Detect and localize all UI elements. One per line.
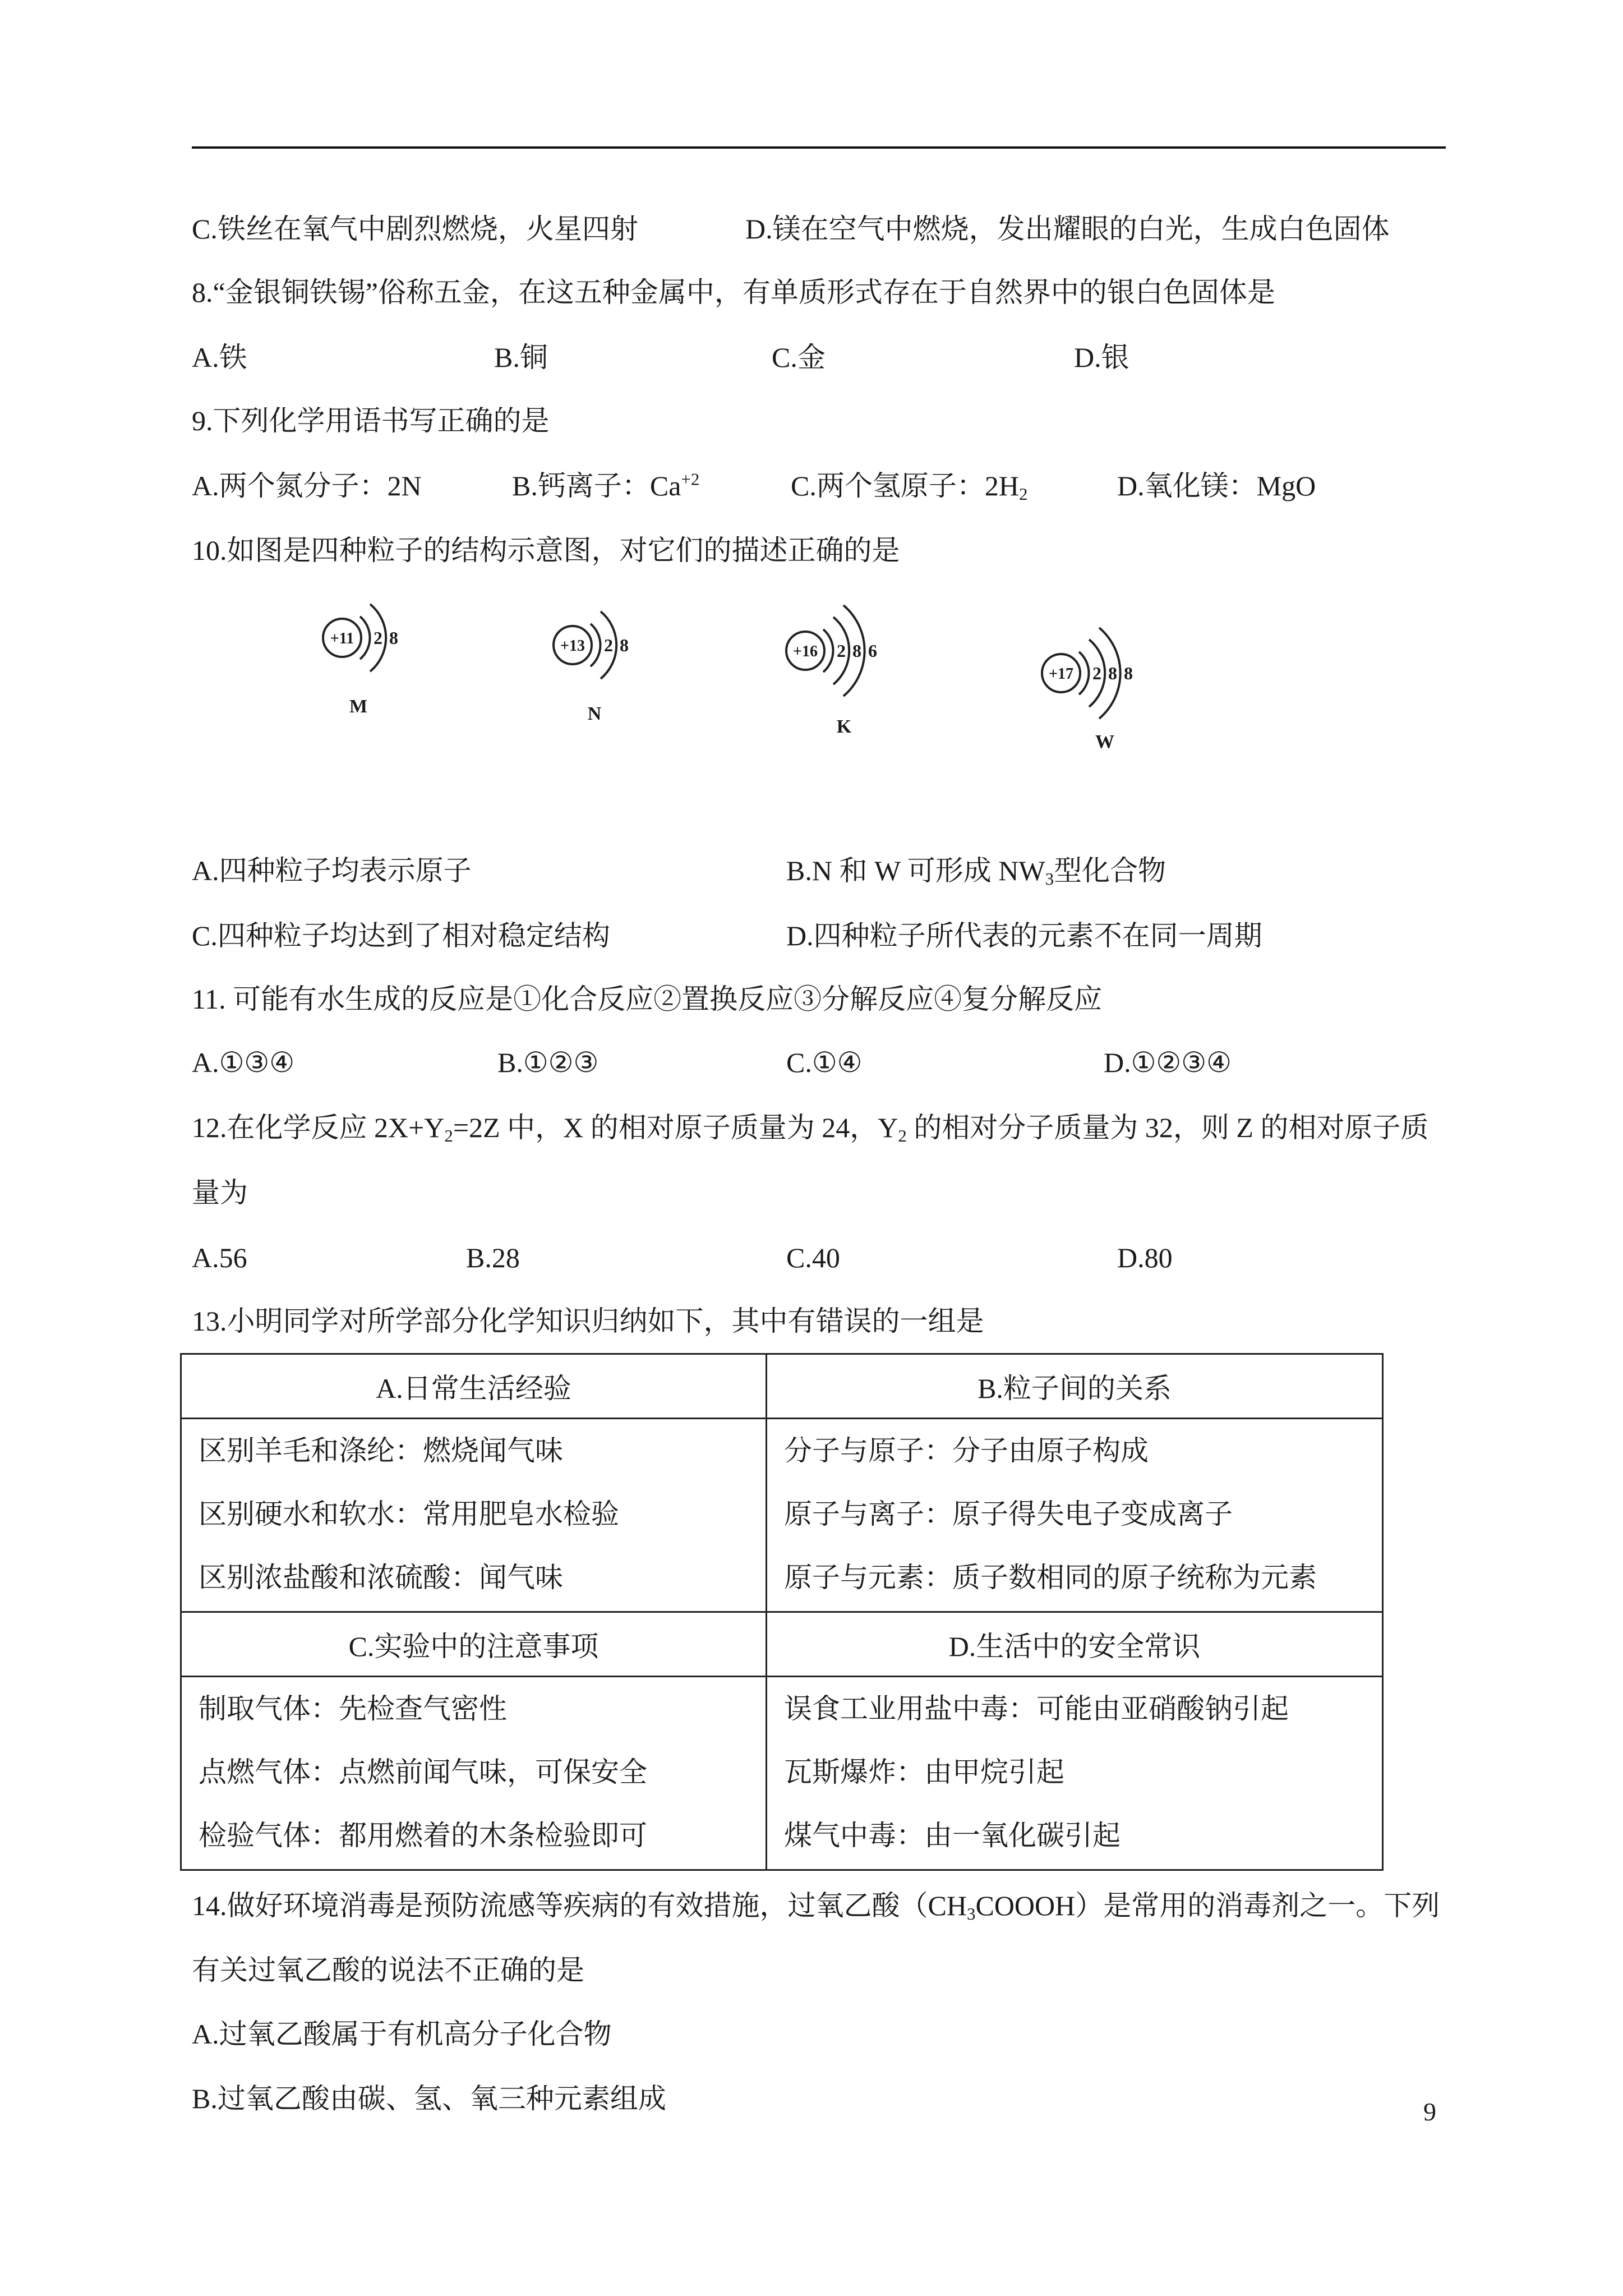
q9-option-d-text: D.氧化镁：MgO (1117, 470, 1316, 501)
particle-k-shell-3-electrons: 6 (868, 641, 877, 661)
q14-stem (192, 1873, 1440, 1938)
particle-w-shell-2-electrons: 8 (1108, 663, 1117, 683)
q10-option-b (786, 838, 1166, 903)
particle-k-charge: +16 (793, 643, 818, 660)
table-item: 区别羊毛和涤纶：燃烧闻气味 (199, 1435, 563, 1466)
q9-option-b (512, 453, 699, 518)
q8-option-a: A.铁 (192, 342, 247, 373)
q14-stem-subscript: 3 (966, 1903, 976, 1924)
particle-k-label: K (836, 716, 852, 737)
q9-option-c-text: C.两个氢原子：2H (791, 470, 1019, 501)
particle-w-label: W (1095, 731, 1114, 752)
table-item: 煤气中毒：由一氧化碳引起 (784, 1820, 1121, 1851)
q11-option-c: C.①④ (786, 1047, 863, 1078)
q14-option-a: A.过氧乙酸属于有机高分子化合物 (192, 2018, 612, 2050)
q11-stem: 11. 可能有水生成的反应是①化合反应②置换反应③分解反应④复分解反应 (192, 983, 1103, 1015)
q12-option-d: D.80 (1117, 1242, 1173, 1273)
table-heading-d: D.生活中的安全常识 (767, 1612, 1383, 1677)
table-cell-a (181, 1419, 767, 1612)
q14-option-b: B.过氧乙酸由碳、氢、氧三种元素组成 (192, 2083, 666, 2114)
particle-k-shell-2-electrons: 8 (852, 641, 861, 661)
q7-option-c: C.铁丝在氧气中剧烈燃烧，火星四射 (192, 213, 638, 245)
table-header-row (181, 1354, 1383, 1419)
table-item: 原子与元素：质子数相同的原子统称为元素 (784, 1562, 1317, 1593)
q10-option-a (192, 838, 472, 903)
q10-option-a-text: A.四种粒子均表示原子 (192, 855, 472, 886)
particle-m-charge: +11 (330, 630, 354, 647)
particle-n-shell-1-electrons: 2 (604, 635, 613, 655)
table-heading-a: A.日常生活经验 (181, 1354, 767, 1419)
page-number: 9 (1423, 2097, 1436, 2126)
table-row (181, 1677, 1383, 1870)
table-item: 分子与原子：分子由原子构成 (784, 1435, 1149, 1466)
particle-n-label: N (587, 703, 602, 724)
q9-option-c (791, 453, 1027, 518)
particle-w-charge: +17 (1049, 665, 1073, 683)
q8-option-d: D.银 (1074, 342, 1129, 373)
q11-option-d: D.①②③④ (1104, 1047, 1232, 1078)
q9-option-a (192, 453, 422, 518)
table-cell-b (767, 1419, 1383, 1612)
table-item: 点燃气体：点燃前闻气味，可保安全 (199, 1756, 647, 1788)
q13-stem: 13.小明同学对所学部分化学知识归纳如下，其中有错误的一组是 (192, 1305, 984, 1337)
q12-stem-part-3: 的相对分子质量为 32，则 Z 的相对原子质 (906, 1112, 1429, 1143)
q10-option-c-text: C.四种粒子均达到了相对稳定结构 (192, 920, 610, 951)
q12-stem (192, 1095, 1428, 1160)
table-item: 误食工业用盐中毒：可能由亚硝酸钠引起 (784, 1693, 1289, 1724)
particle-structure-diagrams (303, 583, 1178, 769)
q12-option-a: A.56 (192, 1242, 247, 1273)
particle-n-charge: +13 (560, 637, 585, 655)
table-cell-c (181, 1677, 767, 1870)
table-item: 区别浓盐酸和浓硫酸：闻气味 (199, 1562, 563, 1593)
q9-option-b-superscript: +2 (681, 469, 700, 489)
particle-m-shell-2-electrons: 8 (389, 628, 398, 648)
particle-k-shell-1-electrons: 2 (837, 641, 846, 661)
q10-option-b-subscript: 3 (1045, 868, 1054, 889)
particle-n-diagram (554, 611, 629, 724)
particle-n-shell-2-electrons: 8 (620, 635, 629, 655)
table-heading-c: C.实验中的注意事项 (181, 1612, 767, 1677)
particle-w-diagram (1042, 628, 1133, 752)
table-header-row (181, 1612, 1383, 1677)
q10-option-c (192, 903, 610, 968)
q9-stem: 9.下列化学用语书写正确的是 (192, 405, 550, 436)
q12-option-b: B.28 (466, 1242, 520, 1273)
q12-stem-subscript-1: 2 (444, 1125, 453, 1145)
q9-option-b-text: B.钙离子：Ca (512, 470, 681, 501)
particle-k-diagram (786, 605, 877, 737)
q11-option-b: B.①②③ (497, 1047, 599, 1078)
q14-stem-part-1: 14.做好环境消毒是预防流感等疾病的有效措施，过氧乙酸（CH (192, 1890, 967, 1921)
q12-option-c: C.40 (786, 1242, 840, 1273)
table-cell-d (767, 1677, 1383, 1870)
particle-m-shell-1-electrons: 2 (374, 628, 382, 648)
table-item: 制取气体：先检查气密性 (199, 1693, 507, 1724)
q12-stem-subscript-2: 2 (898, 1125, 907, 1145)
table-item: 检验气体：都用燃着的木条检验即可 (199, 1820, 647, 1851)
q8-option-c: C.金 (772, 342, 826, 373)
header-rule (192, 146, 1446, 149)
q9-option-a-text: A.两个氮分子：2N (192, 470, 422, 501)
q14-stem-part-2: COOOH）是常用的消毒剂之一。下列 (975, 1890, 1440, 1921)
q12-stem-line-2: 量为 (192, 1177, 248, 1208)
q12-stem-part-2: =2Z 中，X 的相对原子质量为 24，Y (453, 1112, 898, 1143)
q12-stem-part-1: 12.在化学反应 2X+Y (192, 1112, 445, 1143)
q8-option-b: B.铜 (494, 342, 548, 373)
q7-option-d: D.镁在空气中燃烧，发出耀眼的白光，生成白色固体 (745, 213, 1390, 245)
q8-stem: 8.“金银铜铁锡”俗称五金，在这五种金属中，有单质形式存在于自然界中的银白色固体是 (192, 277, 1275, 308)
q9-option-c-subscript: 2 (1018, 484, 1028, 504)
q10-option-b-text: B.N 和 W 可形成 NW (786, 855, 1045, 886)
q14-stem-line-2: 有关过氧乙酸的说法不正确的是 (192, 1954, 584, 1986)
table-heading-b: B.粒子间的关系 (767, 1354, 1383, 1419)
q10-stem: 10.如图是四种粒子的结构示意图，对它们的描述正确的是 (192, 535, 900, 566)
particle-m-label: M (349, 696, 368, 717)
particle-m-diagram (323, 604, 398, 717)
table-item: 区别硬水和软水：常用肥皂水检验 (199, 1498, 619, 1530)
q10-option-d-text: D.四种粒子所代表的元素不在同一周期 (786, 920, 1262, 951)
table-item: 原子与离子：原子得失电子变成离子 (784, 1498, 1233, 1530)
q11-option-a: A.①③④ (192, 1047, 295, 1078)
knowledge-summary-table (180, 1353, 1384, 1871)
particle-w-shell-3-electrons: 8 (1124, 663, 1133, 683)
particle-w-shell-1-electrons: 2 (1092, 663, 1101, 683)
q9-option-d (1117, 453, 1316, 518)
q10-option-b-tail: 型化合物 (1054, 855, 1166, 886)
q10-option-d (786, 903, 1262, 968)
table-row (181, 1419, 1383, 1612)
table-item: 瓦斯爆炸：由甲烷引起 (784, 1756, 1064, 1788)
